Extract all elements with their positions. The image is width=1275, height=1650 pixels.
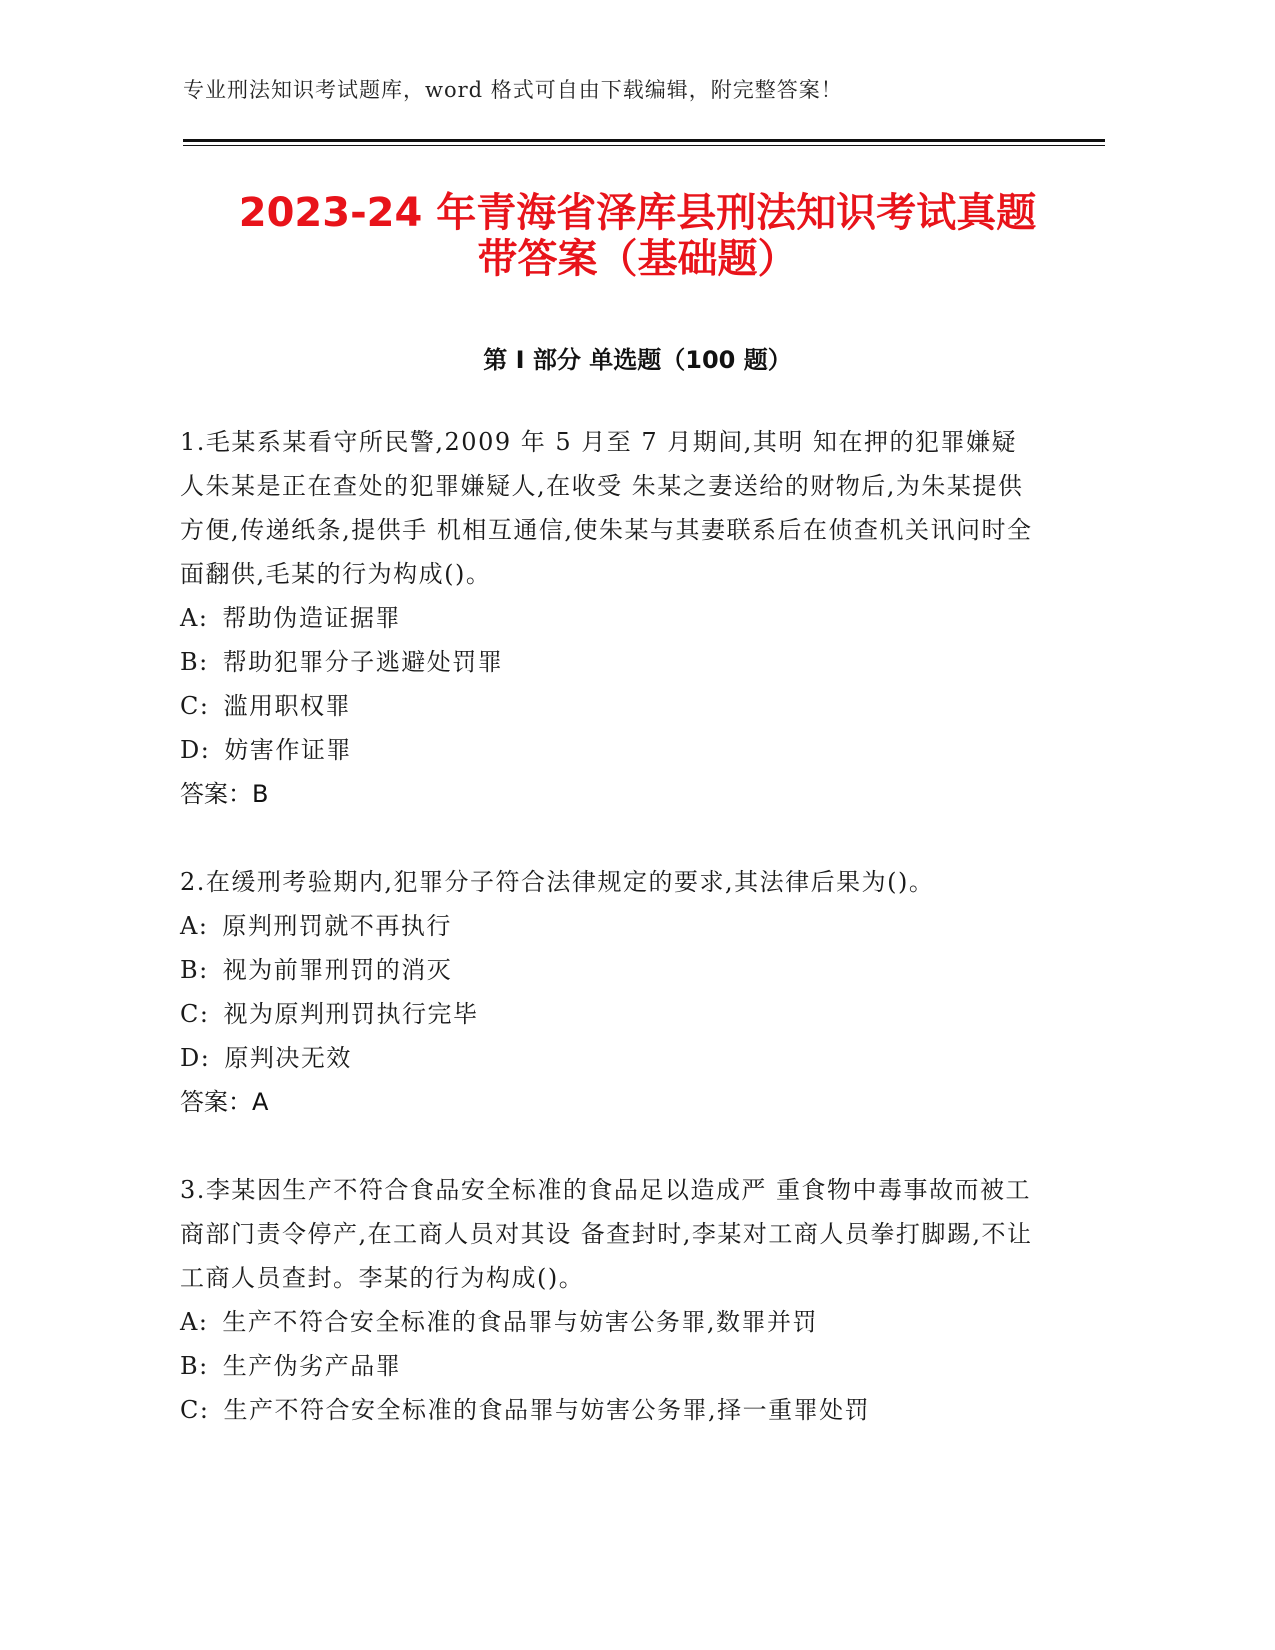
header-rule-thick <box>183 139 1105 142</box>
option-text: 原判决无效 <box>224 1044 352 1072</box>
option-a <box>180 1300 1040 1344</box>
option-text: 帮助伪造证据罪 <box>222 604 401 632</box>
option-d <box>180 728 1040 772</box>
option-letter: B: <box>180 648 209 676</box>
question-stem: 1.毛某系某看守所民警,2009 年 5 月至 7 月期间,其明 知在押的犯罪嫌疑人朱某是正在查处的犯罪嫌疑人,在收受 朱某之妻送给的财物后,为朱某提供方便,传递纸条,提供手 机相互通信,使朱某与其妻联系后在侦查机关讯问时全面翻供,毛某的行为构成()。 <box>180 428 1033 588</box>
option-c <box>180 1388 1040 1432</box>
option-letter: C: <box>180 1396 210 1424</box>
header-rule-thin <box>183 145 1105 146</box>
option-c <box>180 992 1040 1036</box>
question-stem: 2.在缓刑考验期内,犯罪分子符合法律规定的要求,其法律后果为()。 <box>180 868 935 896</box>
option-b <box>180 948 1040 992</box>
option-text: 滥用职权罪 <box>223 692 351 720</box>
option-letter: C: <box>180 692 210 720</box>
option-text: 帮助犯罪分子逃避处罚罪 <box>222 648 504 676</box>
option-text: 生产不符合安全标准的食品罪与妨害公务罪,择一重罪处罚 <box>223 1396 871 1424</box>
question-3 <box>180 1168 1040 1432</box>
answer-line: 答案：A <box>180 1088 269 1116</box>
option-letter: B: <box>180 1352 209 1380</box>
document-title <box>100 190 1175 282</box>
option-letter: A: <box>180 1308 209 1336</box>
page-header: 专业刑法知识考试题库，word 格式可自由下载编辑，附完整答案！ <box>183 78 843 102</box>
answer-line: 答案：B <box>180 780 269 808</box>
option-b <box>180 640 1040 684</box>
question-stem: 3.李某因生产不符合食品安全标准的食品足以造成严 重食物中毒事故而被工商部门责令停产,在工商人员对其设 备查封时,李某对工商人员拳打脚踢,不让工商人员查封。李某的行为构成()。 <box>180 1176 1033 1292</box>
option-letter: D: <box>180 1044 211 1072</box>
option-c <box>180 684 1040 728</box>
option-text: 视为原判刑罚执行完毕 <box>223 1000 479 1028</box>
option-text: 原判刑罚就不再执行 <box>222 912 452 940</box>
option-text: 生产不符合安全标准的食品罪与妨害公务罪,数罪并罚 <box>222 1308 819 1336</box>
option-b <box>180 1344 1040 1388</box>
document-title-line-2: 带答案（基础题） <box>477 236 798 282</box>
question-list <box>180 420 1040 1476</box>
document-title-line-1: 2023-24 年青海省泽库县刑法知识考试真题 <box>238 190 1037 236</box>
option-letter: A: <box>180 604 209 632</box>
option-a <box>180 596 1040 640</box>
option-letter: A: <box>180 912 209 940</box>
option-letter: C: <box>180 1000 210 1028</box>
option-d <box>180 1036 1040 1080</box>
option-text: 视为前罪刑罚的消灭 <box>222 956 453 984</box>
question-1 <box>180 420 1040 816</box>
option-a <box>180 904 1040 948</box>
option-letter: B: <box>180 956 209 984</box>
option-letter: D: <box>180 736 211 764</box>
section-title: 第 I 部分 单选题（100 题） <box>483 346 792 374</box>
option-text: 妨害作证罪 <box>224 736 352 764</box>
option-text: 生产伪劣产品罪 <box>222 1352 402 1380</box>
question-2 <box>180 860 1040 1124</box>
